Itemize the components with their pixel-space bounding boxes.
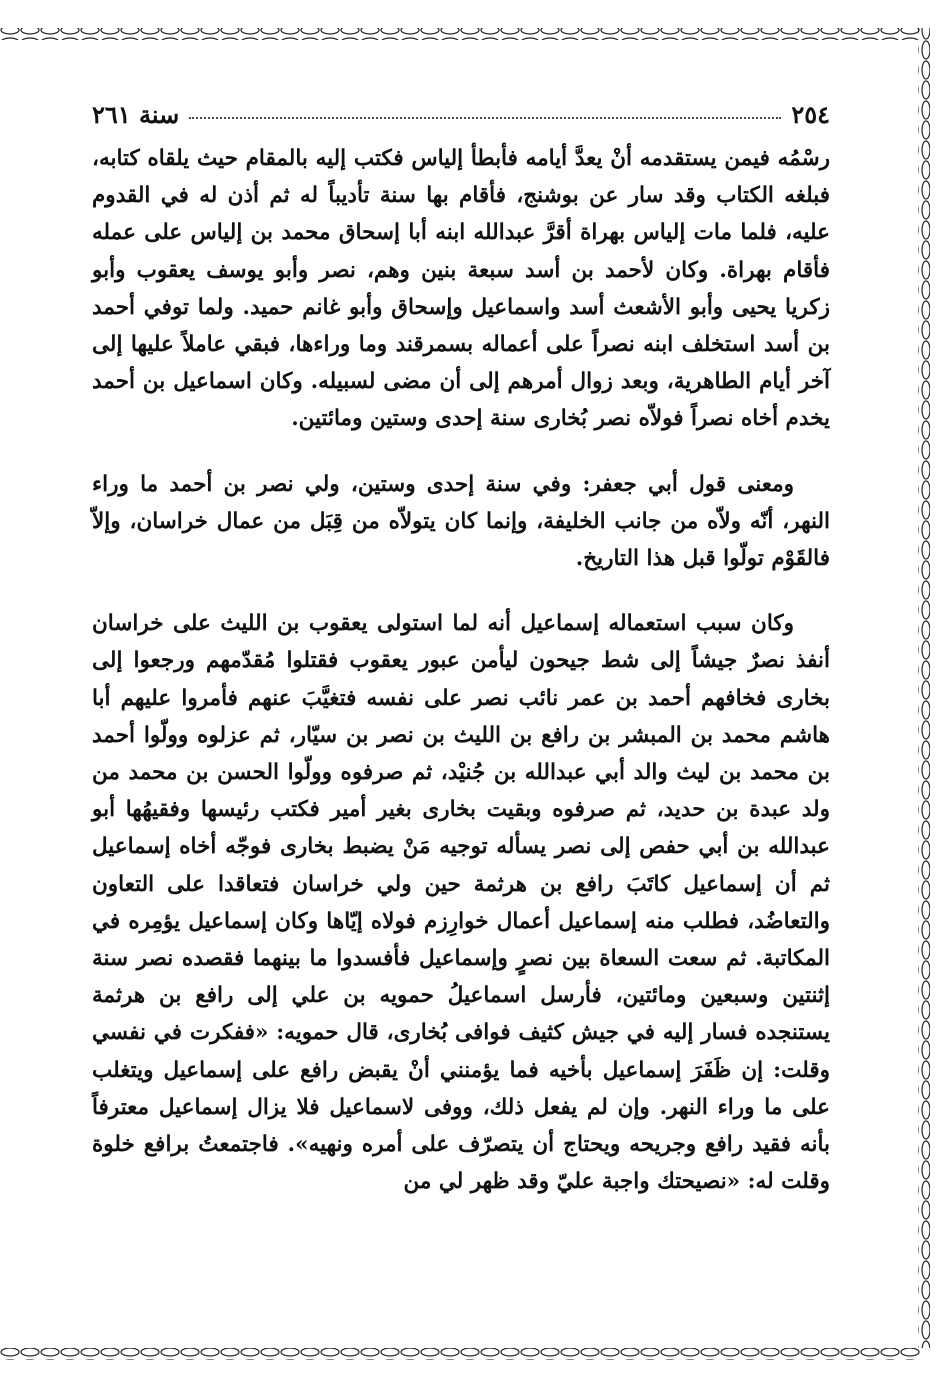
ornamental-border-bottom [0, 1346, 944, 1382]
running-head-year: سنة ٢٦١ [92, 99, 180, 129]
running-header [92, 96, 830, 132]
paragraph-gap [92, 577, 830, 605]
paragraph-2: ومعنى قول أبي جعفر: وفي سنة إحدى وستين، ولي نصر بن أحمد ما وراء النهر، أنّه ولاّه من جانب الخليفة، وإنما كان يتولاّه من قِبَل من عمال خراسان، وإلاّ فالقَوْم تولّوا قبل هذا التاريخ. [92, 471, 830, 572]
main-text [92, 140, 830, 1200]
header-dotted-leader [189, 117, 781, 119]
ornamental-border-top [0, 0, 944, 40]
ornamental-border-right [908, 0, 944, 1382]
paragraph-gap [92, 438, 830, 466]
page-number: ٢٥٤ [791, 99, 830, 129]
paragraph-1: رسْمُه فيمن يستقدمه أنْ يعدَّ أيامه فأبطأ إلياس فكتب إليه بالمقام حيث يلقاه كتابه، فبلغه الكتاب وقد سار عن بوشنج، فأقام بها سنة تأديباً له ثم أذن له في القدوم عليه، فلما مات إلياس بهراة أقرَّ عبدالله ابنه أبا إسحاق محمد بن إلياس على عمله فأقام بهراة. وكان لأحمد بن أسد سبعة بنين وهم، نصر وأبو يوسف يعقوب وأبو زكريا يحيى وأبو الأشعث أسد واسماعيل وإسحاق وأبو غانم حميد. ولما توفي أحمد بن أسد استخلف ابنه نصراً على أعماله بسمرقند وما وراءها، فبقي عاملاً عليها إلى آخر أيام الطاهرية، وبعد زوال أمرهم إلى أن مضى لسبيله. وكان اسماعيل بن أحمد يخدم أخاه نصراً فولاّه نصر بُخارى سنة إحدى وستين ومائتين. [92, 146, 830, 432]
paragraph-3: وكان سبب استعماله إسماعيل أنه لما استولى يعقوب بن الليث على خراسان أنفذ نصرٌ جيشاً إلى شط جيحون ليأمن عبور يعقوب فقتلوا مُقدّمهم ورجعوا إلى بخارى فخافهم أحمد بن عمر نائب نصر على نفسه فتغيَّبَ عنهم فأمروا عليهم أبا هاشم محمد بن المبشر بن رافع بن الليث بن نصر بن سيّار، ثم عزلوه وولّوا أحمد بن محمد بن ليث والد أبي عبدالله بن جُنيْد، ثم صرفوه وولّوا الحسن بن محمد من ولد عبدة بن حديد، ثم صرفوه وبقيت بخارى بغير أمير فكتب رئيسها وفقيهُها أبو عبدالله بن أبي حفص إلى نصر يسأله توجيه مَنْ يضبط بخارى فوجّه أخاه إسماعيل ثم أن إسماعيل كاتَبَ رافع بن هرثمة حين ولي خراسان فتعاقدا على التعاون والتعاضُد، فطلب منه إسماعيل أعمال خوارِزم فولاه إيّاها وكان إسماعيل يؤمِره في المكاتبة. ثم سعت السعاة بين نصرٍ وإسماعيل فأفسدوا ما بينهما فقصده نصر سنة إثنتين وسبعين ومائتين، فأرسل اسماعيلُ حمويه بن علي إلى رافع بن هرثمة يستنجده فسار إليه في جيش كثيف فوافى بُخارى، قال حمويه: «ففكرت في نفسي وقلت: إن ظَفَرَ إسماعيل بأخيه فما يؤمنني أنْ يقبض رافع على إسماعيل ويتغلب على ما وراء النهر. وإن لم يفعل ذلك، ووفى لاسماعيل فلا يزال إسماعيل معترفاً بأنه فقيد رافع وجريحه ويحتاج أن يتصرّف على أمره ونهيه». فاجتمعتُ برافع خلوة وقلت له: «نصيحتك واجبة عليّ وقد ظهر لي من [92, 611, 830, 1195]
